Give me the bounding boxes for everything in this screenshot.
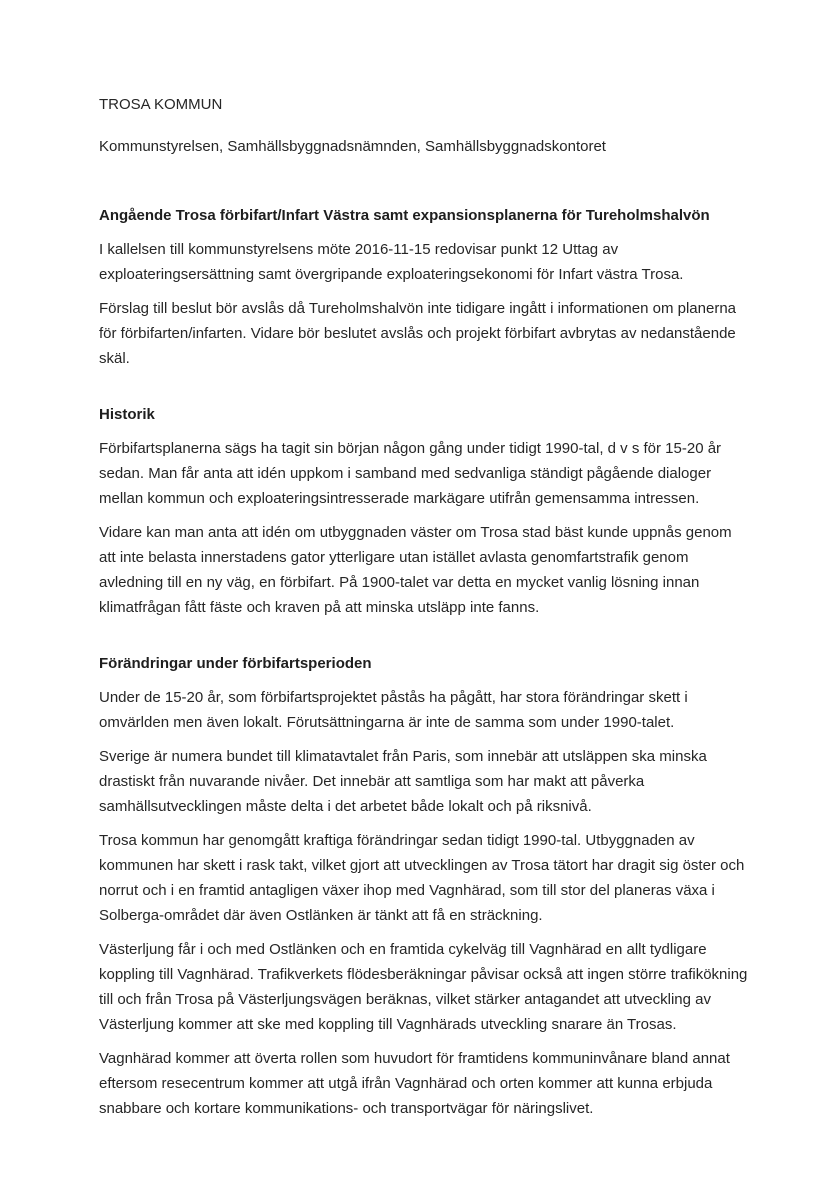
document-content [99,92,749,1130]
intro-paragraph-2: Förslag till beslut bör avslås då Tureholmshalvön inte tidigare ingått i informationen om planerna för förbifarten/infarten. Vidare bör beslutet avslås och projekt förbifart avbrytas av nedanstående skäl. [99,300,737,367]
forandringar-paragraph-5: Vagnhärad kommer att överta rollen som huvudort för framtidens kommuninvånare bland annat eftersom resecentrum kommer att utgå ifrån Vagnhärad och orten kommer att kunna erbjuda snabbare och kortare kommunikations- och transportvägar för näringslivet. [99,1050,730,1117]
section-heading-forandringar: Förändringar under förbifartsperioden [99,655,372,672]
intro-paragraph-1: I kallelsen till kommunstyrelsens möte 2016-11-15 redovisar punkt 12 Uttag av exploateringsersättning samt övergripande exploateringsekonomi för Infart västra Trosa. [99,241,684,283]
forandringar-paragraph-4: Västerljung får i och med Ostlänken och en framtida cykelväg till Vagnhärad en allt tydligare koppling till Vagnhärad. Trafikverkets flödesberäkningar påvisar också att ingen större trafikökning till och från Trosa på Västerljungsvägen beräknas, vilket stärker antagandet att utveckling av Västerljung kommer att ske med koppling till Vagnhärads utveckling snarare än Trosas. [99,941,748,1033]
historik-paragraph-2: Vidare kan man anta att idén om utbyggnaden väster om Trosa stad bäst kunde uppnås genom att inte belasta innerstadens gator ytterligare utan istället avlasta genomfartstrafik genom avledning till en ny väg, en förbifart. På 1900-talet var detta en mycket vanlig lösning innan klimatfrågan fått fäste och kraven på att minska utsläpp inte fanns. [99,524,732,616]
forandringar-paragraph-1: Under de 15-20 år, som förbifartsprojektet påstås ha pågått, har stora förändringar skett i omvärlden men även lokalt. Förutsättningarna är inte de samma som under 1990-talet. [99,689,688,731]
section-heading-historik: Historik [99,406,155,423]
sender-line: TROSA KOMMUN [99,96,223,113]
historik-paragraph-1: Förbifartsplanerna sägs ha tagit sin början någon gång under tidigt 1990-tal, d v s för 15-20 år sedan. Man får anta att idén uppkom i samband med sedvanliga ständigt pågående dialoger mellan kommun och exploateringsintresserade markägare utifrån gemensamma intressen. [99,440,722,507]
forandringar-paragraph-3: Trosa kommun har genomgått kraftiga förändringar sedan tidigt 1990-tal. Utbyggnaden av kommunen har skett i rask takt, vilket gjort att utvecklingen av Trosa tätort har dragit sig öster och norrut och i en framtid antagligen växer ihop med Vagnhärad, som till stor del planeras växa i Solberga-området där även Ostlänken är tänkt att få en sträckning. [99,832,745,924]
recipients-line: Kommunstyrelsen, Samhällsbyggnadsnämnden, Samhällsbyggnadskontoret [99,138,606,155]
forandringar-paragraph-2: Sverige är numera bundet till klimatavtalet från Paris, som innebär att utsläppen ska minska drastiskt från nuvarande nivåer. Det innebär att samtliga som har makt att påverka samhällsutvecklingen måste delta i det arbetet både lokalt och på riksnivå. [99,748,707,815]
subject-heading: Angående Trosa förbifart/Infart Västra samt expansionsplanerna för Tureholmshalvön [99,207,710,224]
